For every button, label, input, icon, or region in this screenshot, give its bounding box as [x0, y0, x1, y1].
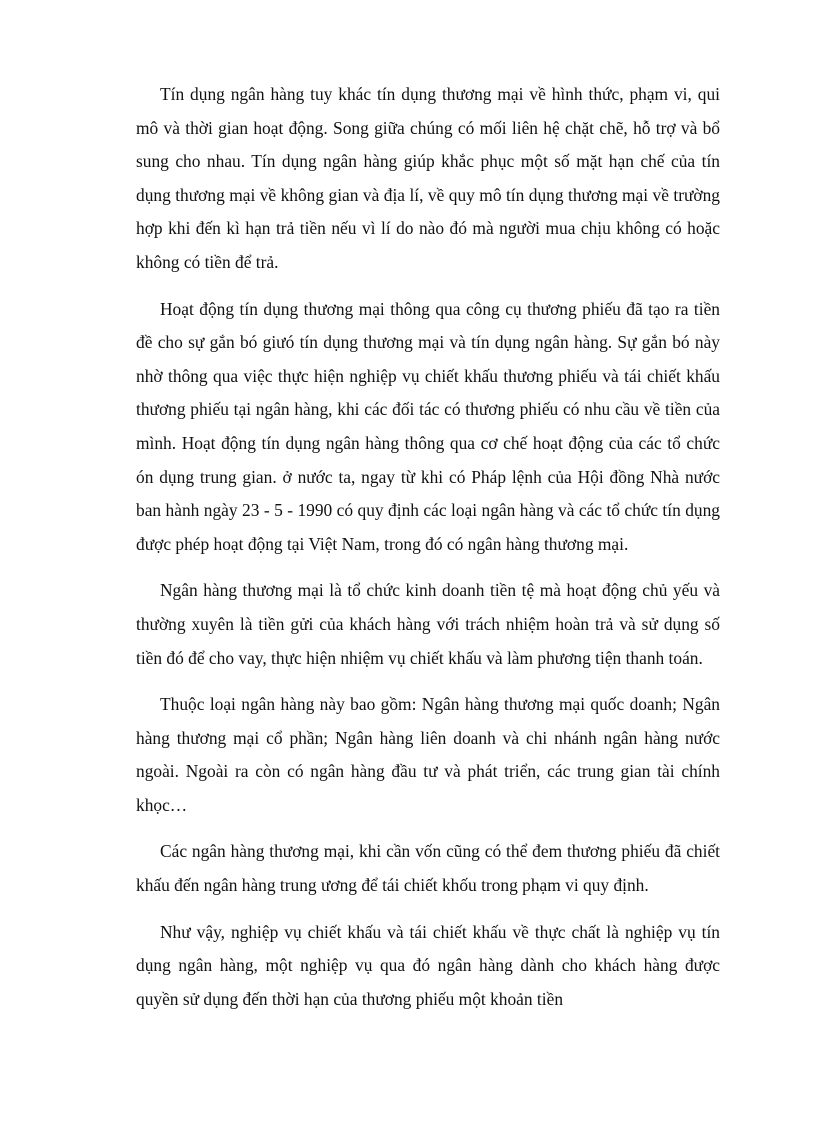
paragraph-2: Hoạt động tín dụng thương mại thông qua công cụ thương phiếu đã tạo ra tiền đề cho sự gắn bó giưó tín dụng thương mại và tín dụng ngân hàng. Sự gắn bó này nhờ thông qua việc thực hiện nghiệp vụ chiết khấu thương phiếu và tái chiết khấu thương phiếu tại ngân hàng, khi các đối tác có thương phiếu có nhu cầu về tiền của mình. Hoạt động tín dụng ngân hàng thông qua cơ chế hoạt động của các tổ chức ón dụng trung gian. ở nước ta, ngay từ khi có Pháp lệnh của Hội đồng Nhà nước ban hành ngày 23 - 5 - 1990 có quy định các loại ngân hàng và các tổ chức tín dụng được phép hoạt động tại Việt Nam, trong đó có ngân hàng thương mại.: [136, 298, 720, 554]
document-page: [136, 78, 720, 1029]
paragraph-5: Các ngân hàng thương mại, khi cần vốn cũng có thể đem thương phiếu đã chiết khấu đến ngân hàng trung ương để tái chiết khốu trong phạm vi quy định.: [136, 841, 720, 896]
paragraph-4: Thuộc loại ngân hàng này bao gồm: Ngân hàng thương mại quốc doanh; Ngân hàng thương mại cổ phần; Ngân hàng liên doanh và chi nhánh ngân hàng nước ngoài. Ngoài ra còn có ngân hàng đầu tư và phát triển, các trung gian tài chính khọc…: [136, 694, 720, 815]
paragraph-3: Ngân hàng thương mại là tổ chức kinh doanh tiền tệ mà hoạt động chủ yếu và thường xuyên là tiền gửi của khách hàng với trách nhiệm hoàn trả và sử dụng số tiền đó để cho vay, thực hiện nhiệm vụ chiết khấu và làm phương tiện thanh toán.: [136, 580, 720, 668]
paragraph-1: Tín dụng ngân hàng tuy khác tín dụng thương mại về hình thức, phạm vi, qui mô và thời gian hoạt động. Song giữa chúng có mối liên hệ chặt chẽ, hỗ trợ và bổ sung cho nhau. Tín dụng ngân hàng giúp khắc phục một số mặt hạn chế của tín dụng thương mại về không gian và địa lí, về quy mô tín dụng thương mại về trường hợp khi đến kì hạn trả tiền nếu vì lí do nào đó mà người mua chịu không có hoặc không có tiền để trả.: [136, 84, 720, 272]
paragraph-6: Như vậy, nghiệp vụ chiết khấu và tái chiết khấu về thực chất là nghiệp vụ tín dụng ngân hàng, một nghiệp vụ qua đó ngân hàng dành cho khách hàng được quyền sử dụng đến thời hạn của thương phiếu một khoản tiền: [136, 921, 720, 1009]
